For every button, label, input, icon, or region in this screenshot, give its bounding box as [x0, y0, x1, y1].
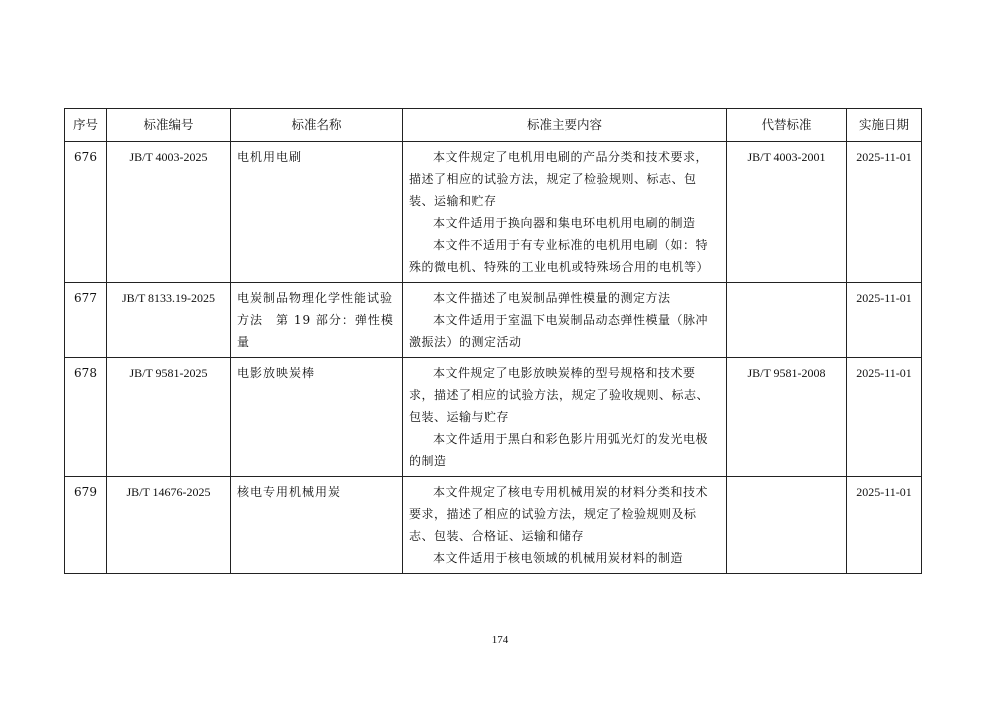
row-content [403, 142, 727, 283]
content-paragraph: 本文件适用于黑白和彩色影片用弧光灯的发光电极的制造 [409, 432, 709, 468]
standards-table [64, 108, 922, 574]
row-seq: 676 [65, 142, 107, 283]
row-replaces [727, 477, 847, 574]
row-content [403, 358, 727, 477]
row-seq: 679 [65, 477, 107, 574]
row-seq: 677 [65, 283, 107, 358]
content-paragraph: 本文件描述了电炭制品弹性模量的测定方法 [433, 291, 671, 305]
row-seq: 678 [65, 358, 107, 477]
header-date: 实施日期 [847, 109, 922, 142]
table-row [65, 358, 922, 477]
header-replaces: 代替标准 [727, 109, 847, 142]
table-row [65, 283, 922, 358]
row-name: 核电专用机械用炭 [231, 477, 403, 574]
row-replaces: JB/T 9581-2008 [727, 358, 847, 477]
row-date: 2025-11-01 [847, 477, 922, 574]
header-content: 标准主要内容 [403, 109, 727, 142]
row-replaces: JB/T 4003-2001 [727, 142, 847, 283]
content-paragraph: 本文件不适用于有专业标准的电机用电刷（如：特殊的微电机、特殊的工业电机或特殊场合用的电机等） [409, 238, 710, 274]
page-number: 174 [491, 634, 509, 646]
content-paragraph: 本文件适用于室温下电炭制品动态弹性模量（脉冲激振法）的测定活动 [409, 313, 709, 349]
header-name: 标准名称 [231, 109, 403, 142]
content-paragraph: 本文件规定了核电专用机械用炭的材料分类和技术要求，描述了相应的试验方法，规定了检验规则及标志、包装、合格证、运输和储存 [409, 485, 709, 543]
header-code: 标准编号 [107, 109, 231, 142]
row-code: JB/T 9581-2025 [107, 358, 231, 477]
table-row [65, 477, 922, 574]
row-code: JB/T 8133.19-2025 [107, 283, 231, 358]
row-name: 电炭制品物理化学性能试验方法 第 19 部分：弹性模量 [231, 283, 403, 358]
row-name: 电机用电刷 [231, 142, 403, 283]
row-replaces [727, 283, 847, 358]
content-paragraph: 本文件适用于换向器和集电环电机用电刷的制造 [433, 216, 696, 230]
row-date: 2025-11-01 [847, 283, 922, 358]
content-paragraph: 本文件适用于核电领域的机械用炭材料的制造 [433, 551, 684, 565]
row-content [403, 283, 727, 358]
row-date: 2025-11-01 [847, 142, 922, 283]
table-row [65, 142, 922, 283]
header-seq: 序号 [65, 109, 107, 142]
row-name: 电影放映炭棒 [231, 358, 403, 477]
content-paragraph: 本文件规定了电机用电刷的产品分类和技术要求，描述了相应的试验方法，规定了检验规则、标志、包装、运输和贮存 [409, 150, 709, 208]
content-paragraph: 本文件规定了电影放映炭棒的型号规格和技术要求，描述了相应的试验方法，规定了验收规则、标志、包装、运输与贮存 [409, 366, 710, 424]
row-code: JB/T 14676-2025 [107, 477, 231, 574]
row-code: JB/T 4003-2025 [107, 142, 231, 283]
row-content [403, 477, 727, 574]
table-header-row [65, 109, 922, 142]
row-date: 2025-11-01 [847, 358, 922, 477]
